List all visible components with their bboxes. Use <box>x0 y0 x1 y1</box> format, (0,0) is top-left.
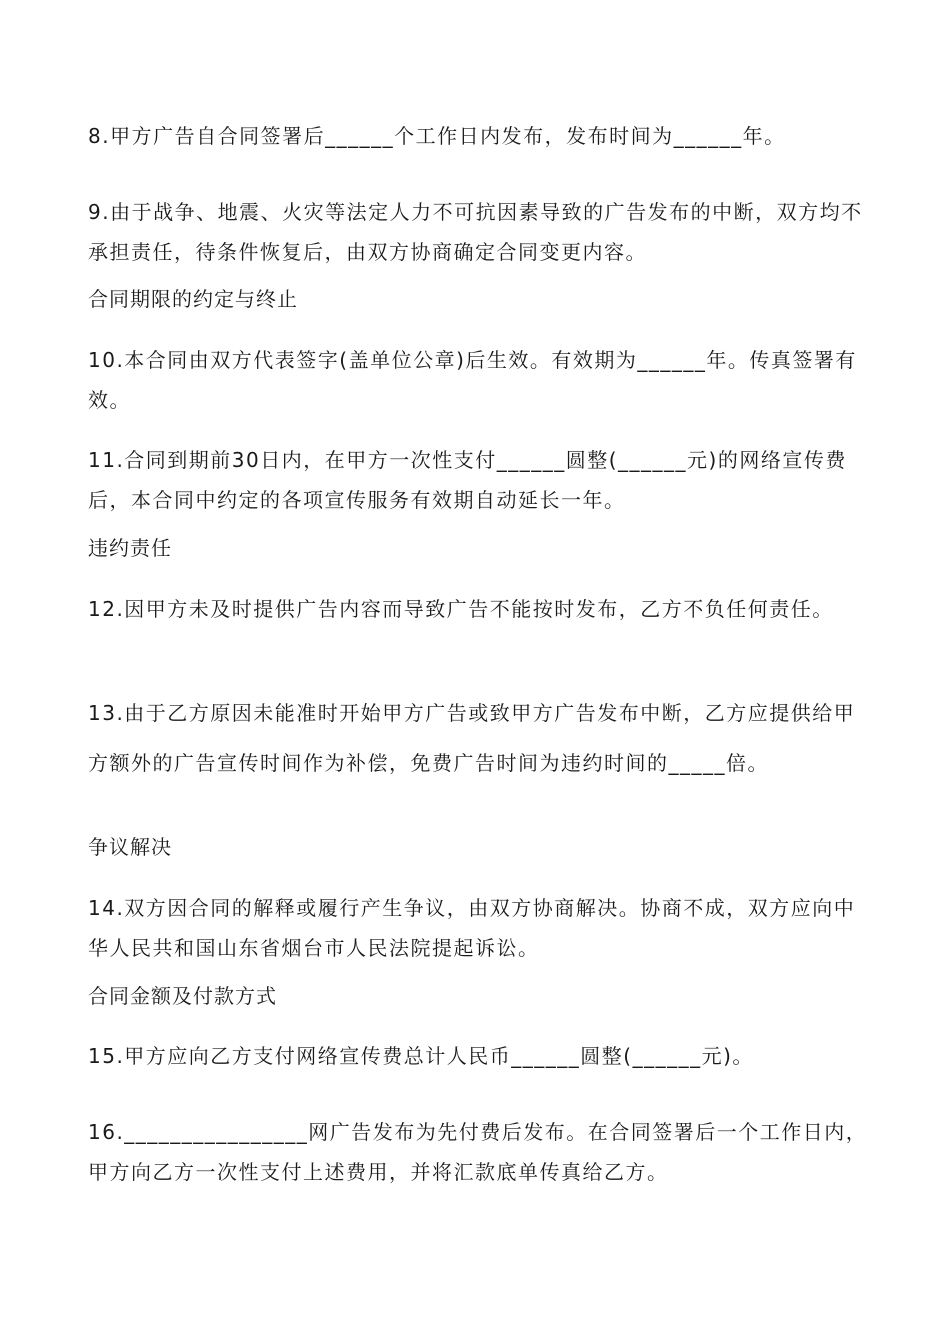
section-heading-breach: 违约责任 <box>88 536 172 560</box>
clause-10: 10.本合同由双方代表签字(盖单位公章)后生效。有效期为______年。传真签署有效。 <box>88 348 857 412</box>
section-heading-payment: 合同金额及付款方式 <box>88 984 277 1008</box>
clause-8: 8.甲方广告自合同签署后______个工作日内发布，发布时间为______年。 <box>88 124 786 148</box>
clause-11: 11.合同到期前30日内，在甲方一次性支付______圆整(______元)的网络宣传费后，本合同中约定的各项宣传服务有效期自动延长一年。 <box>88 448 847 512</box>
clause-12: 12.因甲方未及时提供广告内容而导致广告不能按时发布，乙方不负任何责任。 <box>88 597 834 621</box>
clause-16: 16.________________网广告发布为先付费后发布。在合同签署后一个工作日内，甲方向乙方一次性支付上述费用，并将汇款底单传真给乙方。 <box>88 1120 868 1184</box>
section-heading-term: 合同期限的约定与终止 <box>88 287 298 311</box>
clause-15: 15.甲方应向乙方支付网络宣传费总计人民币______圆整(______元)。 <box>88 1044 754 1068</box>
section-heading-dispute: 争议解决 <box>88 835 172 859</box>
clause-9: 9.由于战争、地震、火灾等法定人力不可抗因素导致的广告发布的中断，双方均不承担责任，待条件恢复后，由双方协商确定合同变更内容。 <box>88 200 863 264</box>
clause-13: 13.由于乙方原因未能准时开始甲方广告或致甲方广告发布中断，乙方应提供给甲方额外的广告宣传时间作为补偿，免费广告时间为违约时间的_____倍。 <box>88 701 856 775</box>
clause-14: 14.双方因合同的解释或履行产生争议，由双方协商解决。协商不成，双方应向中华人民共和国山东省烟台市人民法院提起诉讼。 <box>88 896 856 960</box>
